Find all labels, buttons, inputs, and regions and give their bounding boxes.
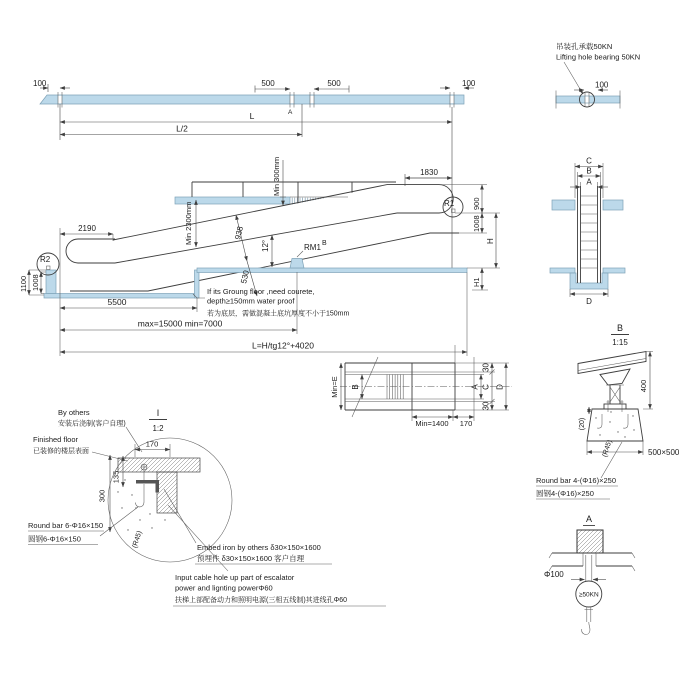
detail-a-view xyxy=(544,514,635,634)
dim-span: max=15000 min=7000 xyxy=(137,318,223,329)
left-pit-dimensions xyxy=(19,270,46,295)
detail-i-bar-zh: 圆钢6-Φ16×150 xyxy=(28,534,81,544)
detail-i-byothers-zh: 安装后浇制(客户自理) xyxy=(58,420,126,428)
detail-i-dim-170: 170 xyxy=(145,439,159,449)
ground-note-line1: If its Groung floor ,need courete, xyxy=(207,287,315,296)
detail-b-bar-en: Round bar 4-(Φ16)×250 xyxy=(536,476,616,485)
lifting-note-en: Lifting hole bearing 50KN xyxy=(556,52,641,62)
section-dim-a: A xyxy=(586,177,592,187)
label-r1: R1 xyxy=(444,199,455,208)
plan-view xyxy=(330,345,512,428)
note-cable-en2: power and lignting powerΦ60 xyxy=(175,583,273,593)
ground-floor-note xyxy=(193,287,350,319)
dim-938: 938 xyxy=(233,225,245,241)
detail-b-bar-zh: 圆钢4-(Φ16)×250 xyxy=(536,489,594,498)
detail-i-dim-300: 300 xyxy=(97,489,107,503)
plan-dim-30-top: 30 xyxy=(481,363,491,372)
detail-i-floor-zh: 已装修的楼层表面 xyxy=(33,448,89,455)
section-dim-c: C xyxy=(586,156,592,166)
dim-1008-left: 1008 xyxy=(31,274,40,291)
lifting-note-zh: 吊装孔承载50KN xyxy=(556,42,613,51)
section-dim-d: D xyxy=(586,297,592,306)
detail-a-load: ≥50KN xyxy=(578,591,599,599)
plan-dim-e: Min=E xyxy=(330,376,339,398)
detail-i-bar-en: Round bar 6-Φ16×150 xyxy=(28,521,103,530)
detail-b-scale: 1:15 xyxy=(612,338,628,347)
detail-b-dim-400: 400 xyxy=(639,379,648,393)
ceiling-slab xyxy=(40,92,464,108)
label-rm1: RM1 xyxy=(304,243,321,252)
upper-slab-and-railing xyxy=(175,182,396,205)
detail-b-view xyxy=(536,323,680,499)
dim-total: L=H/tg12°+4020 xyxy=(251,340,315,351)
dim-L2: L/2 xyxy=(176,123,188,134)
shaft-section-view xyxy=(550,157,625,307)
plan-dim-c: C xyxy=(481,384,491,390)
dim-530: 530 xyxy=(239,269,251,285)
dim-900: 900 xyxy=(472,197,481,210)
dim-100-left: 100 xyxy=(33,79,47,88)
dim-5500: 5500 xyxy=(107,297,127,307)
label-r2: R2 xyxy=(40,255,51,264)
dim-H: H xyxy=(486,238,495,244)
detail-a-title: A xyxy=(585,514,593,524)
main-elevation-view xyxy=(19,79,500,356)
note-cable-en1: Input cable hole up part of escalator xyxy=(175,573,295,582)
ceiling-dimensions xyxy=(33,79,476,268)
dim-100-right: 100 xyxy=(462,79,476,88)
detail-b-r45: (R45) xyxy=(601,439,614,458)
dim-min-300: Min 300mm xyxy=(272,156,281,196)
note-embed-en: Embed iron by others δ30×150×1600 xyxy=(197,543,321,552)
lifting-hole-ref-a: A xyxy=(288,109,293,116)
ground-note-line2: depth≥150mm water proof xyxy=(207,296,295,306)
detail-i-byothers-en: By others xyxy=(58,408,90,417)
lifting-hole-detail xyxy=(556,41,640,109)
detail-i-floor-en: Finished floor xyxy=(33,435,79,444)
dim-1830: 1830 xyxy=(420,168,438,177)
detail-b-title: B xyxy=(616,323,624,333)
detail-a-dia: Φ100 xyxy=(544,570,564,579)
dim-L: L xyxy=(249,111,255,121)
dim-12deg: 12° xyxy=(261,239,270,252)
section-dim-b: B xyxy=(586,166,592,176)
bottom-notes xyxy=(173,543,386,606)
note-cable-zh: 扶梯上部配备动力和照明电源(三相五线制)其进线孔Φ60 xyxy=(175,597,348,604)
plan-dim-d: D xyxy=(495,384,505,390)
detail-b-dim-20: (20) xyxy=(579,417,586,431)
plan-dim-1400: Min=1400 xyxy=(415,419,449,428)
note-embed-zh: 预埋件 δ30×150×1600 客户自理 xyxy=(197,554,305,563)
detail-i-title: I xyxy=(156,408,160,418)
plan-dim-30-bottom: 30 xyxy=(481,401,491,411)
lifting-dim-100: 100 xyxy=(595,80,609,90)
dim-1008-right: 1008 xyxy=(472,215,481,232)
dim-2190: 2190 xyxy=(78,224,96,233)
detail-i-dim-135: 135 xyxy=(111,470,121,484)
plan-dim-a: A xyxy=(470,384,480,390)
ground-note-line3: 若为底层，需做混凝土底坑厚度不小于150mm xyxy=(207,310,350,318)
dim-min-2300: Min 2300mm xyxy=(184,201,193,245)
dim-H1: H1 xyxy=(472,277,481,287)
label-rm1-ref-b: B xyxy=(322,240,327,247)
dim-1100: 1100 xyxy=(19,275,28,292)
dim-500-right: 500 xyxy=(327,79,341,88)
detail-i-scale: 1:2 xyxy=(152,424,164,433)
plan-dim-170: 170 xyxy=(459,419,473,428)
plan-dim-b: B xyxy=(351,384,360,390)
detail-b-base: 500×500 xyxy=(648,448,680,457)
detail-i-r45: (R45) xyxy=(131,530,144,549)
dim-500-left: 500 xyxy=(261,79,275,88)
